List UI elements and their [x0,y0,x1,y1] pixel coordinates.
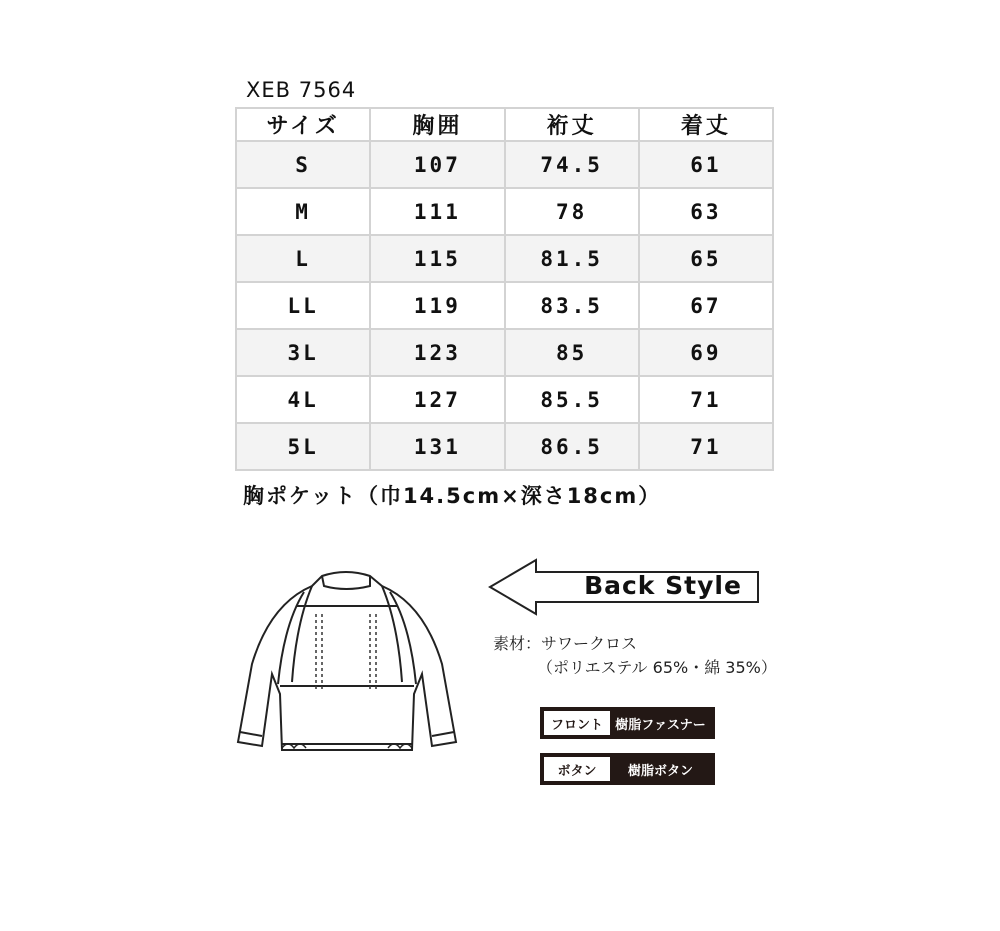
cell-chest: 131 [370,423,504,470]
material-line-2: （ポリエステル 65%・綿 35%） [537,658,777,677]
spec-button [540,753,715,785]
header-size: サイズ [236,108,370,141]
spec-front-key: フロント [544,711,610,735]
cell-sleeve-length: 86.5 [505,423,639,470]
cell-body-length: 61 [639,141,773,188]
table-header-row [236,108,773,141]
cell-chest: 111 [370,188,504,235]
size-table [235,107,774,471]
material-info [493,632,777,680]
table-row [236,235,773,282]
header-body-length: 着丈 [639,108,773,141]
table-row [236,141,773,188]
cell-body-length: 67 [639,282,773,329]
cell-body-length: 63 [639,188,773,235]
cell-size: L [236,235,370,282]
cell-sleeve-length: 74.5 [505,141,639,188]
cell-chest: 123 [370,329,504,376]
cell-chest: 107 [370,141,504,188]
header-sleeve-length: 裄丈 [505,108,639,141]
cell-chest: 127 [370,376,504,423]
cell-sleeve-length: 85 [505,329,639,376]
table-row [236,376,773,423]
cell-size: LL [236,282,370,329]
jacket-back-illustration [234,564,459,774]
cell-size: M [236,188,370,235]
cell-chest: 115 [370,235,504,282]
table-row [236,282,773,329]
pocket-note: 胸ポケット（巾14.5cm×深さ18cm） [243,484,662,508]
cell-sleeve-length: 85.5 [505,376,639,423]
cell-body-length: 71 [639,423,773,470]
cell-sleeve-length: 83.5 [505,282,639,329]
spec-button-key: ボタン [544,757,610,781]
table-row [236,188,773,235]
cell-body-length: 65 [639,235,773,282]
table-row [236,423,773,470]
cell-sleeve-length: 78 [505,188,639,235]
header-chest: 胸囲 [370,108,504,141]
cell-chest: 119 [370,282,504,329]
cell-size: 4L [236,376,370,423]
spec-front [540,707,715,739]
spec-front-value: 樹脂ファスナー [615,717,706,733]
material-line-1: 素材：サワークロス [493,634,638,653]
cell-body-length: 71 [639,376,773,423]
cell-sleeve-length: 81.5 [505,235,639,282]
model-number: XEB 7564 [246,78,357,102]
table-row [236,329,773,376]
spec-button-value: 樹脂ボタン [627,763,693,779]
cell-size: S [236,141,370,188]
cell-size: 3L [236,329,370,376]
cell-size: 5L [236,423,370,470]
back-style-label: Back Style [584,571,742,600]
cell-body-length: 69 [639,329,773,376]
